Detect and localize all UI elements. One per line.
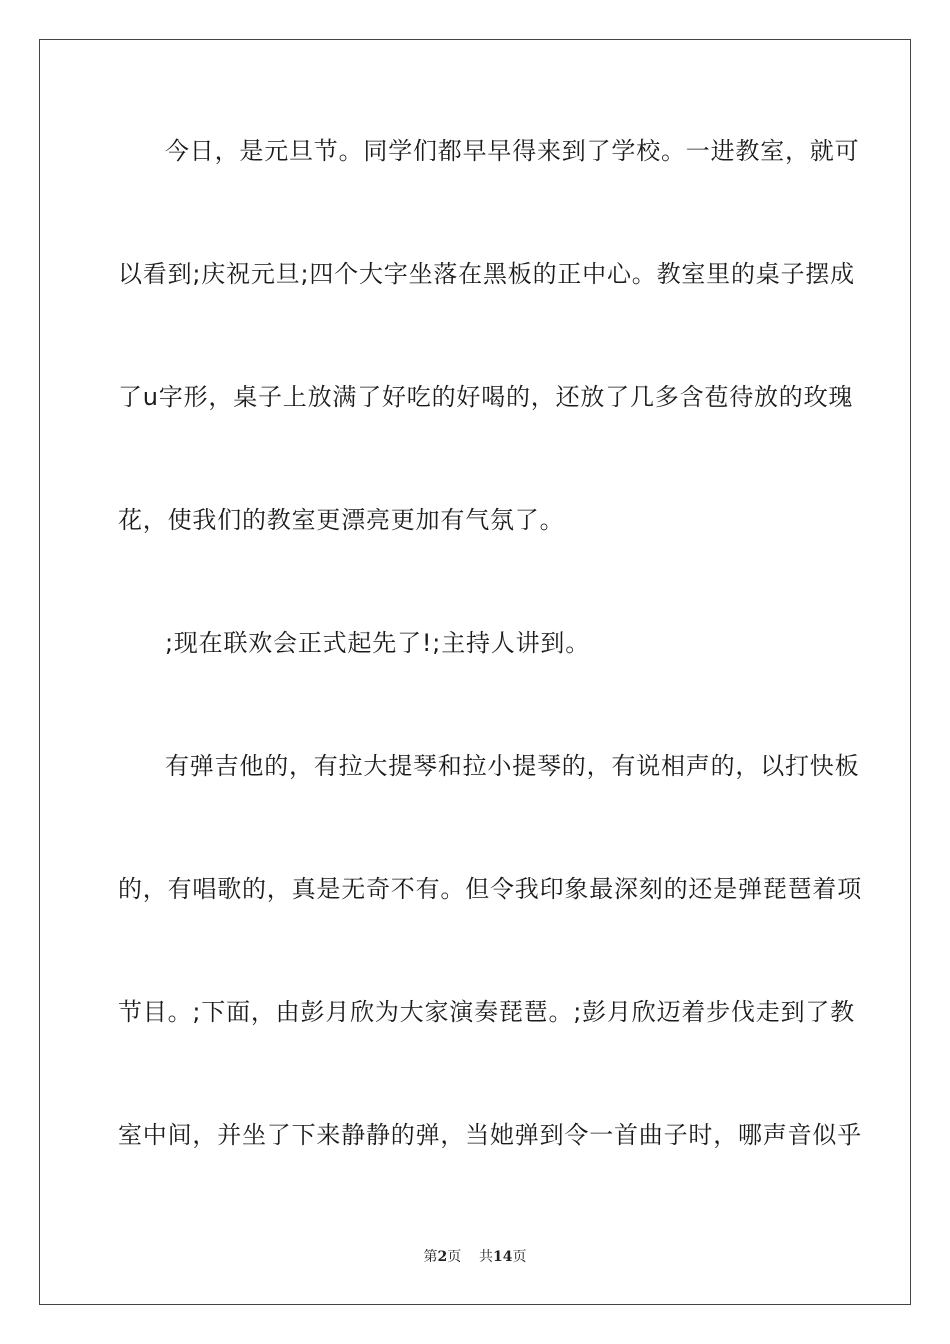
total-pages: 14 xyxy=(493,1249,513,1265)
paragraph-3-line-4: 室中间，并坐了下来静静的弹，当她弹到令一首曲子时，哪声音似乎 xyxy=(118,1121,862,1149)
page-number: 2 xyxy=(437,1249,448,1265)
paragraph-3-line-1: 有弹吉他的，有拉大提琴和拉小提琴的，有说相声的，以打快板 xyxy=(165,752,860,780)
paragraph-1-line-3: 了u字形，桌子上放满了好吃的好喝的，还放了几多含苞待放的玫瑰 xyxy=(118,383,854,411)
paragraph-2-line-1: ;现在联欢会正式起先了!;主持人讲到。 xyxy=(165,629,590,657)
paragraph-3-line-3: 节目。;下面，由彭月欣为大家演奏琵琶。;彭月欣迈着步伐走到了教 xyxy=(118,998,855,1026)
page-prefix: 第 xyxy=(423,1249,438,1265)
page-suffix: 页 xyxy=(447,1249,462,1265)
paragraph-1-line-4: 花，使我们的教室更漂亮更加有气氛了。 xyxy=(118,506,565,534)
paragraph-3-line-2: 的，有唱歌的，真是无奇不有。但令我印象最深刻的还是弹琵琶着项 xyxy=(118,875,862,903)
total-prefix: 共 xyxy=(479,1249,494,1265)
page-border xyxy=(39,39,911,1305)
total-suffix: 页 xyxy=(512,1249,527,1265)
paragraph-1-line-1: 今日，是元旦节。同学们都早早得来到了学校。一进教室，就可 xyxy=(165,137,860,165)
page-footer xyxy=(0,1246,950,1266)
paragraph-1-line-2: 以看到;庆祝元旦;四个大字坐落在黑板的正中心。教室里的桌子摆成 xyxy=(118,260,855,288)
